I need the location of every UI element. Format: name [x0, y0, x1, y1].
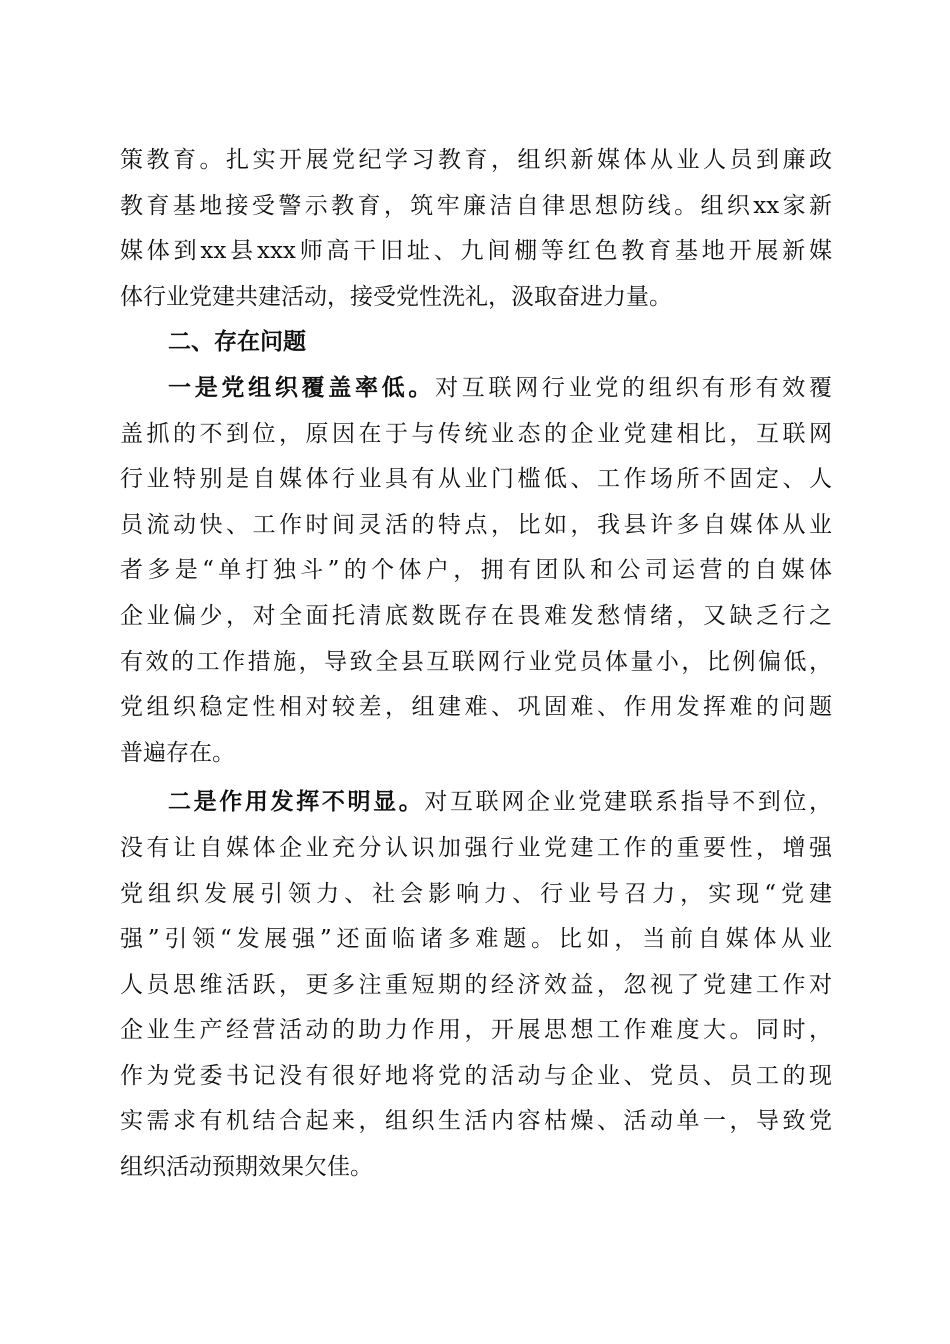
paragraph-first-line [120, 780, 832, 826]
text-line: 普遍存在。 [120, 739, 235, 766]
text-line: 有效的工作措施，导致全县互联网行业党员体量小，比例偏低， [120, 648, 832, 675]
text-line: 策教育。扎实开展党纪学习教育，组织新媒体从业人员到廉政 [120, 147, 832, 173]
paragraph-text: 对互联网企业党建联系指导不到位， [424, 789, 832, 816]
text-line: 实需求有机结合起来，组织生活内容枯燥、活动单一，导致党 [120, 1108, 832, 1135]
text-line: 组织活动预期效果欠佳。 [120, 1154, 373, 1181]
paragraph-role [120, 780, 832, 1190]
text-line: 党组织发展引领力、社会影响力、行业号召力，实现“党建 [120, 880, 832, 907]
paragraph-text: 对互联网行业党的组织有形有效覆 [435, 374, 832, 401]
paragraph-first-line [120, 366, 832, 412]
text-line: 媒体到xx县xxx师高干旧址、九间棚等红色教育基地开展新媒 [120, 238, 832, 265]
text-line: 教育基地接受警示教育，筑牢廉洁自律思想防线。组织xx家新 [120, 192, 832, 219]
text-line: 行业特别是自媒体行业具有从业门槛低、工作场所不固定、人 [120, 466, 832, 493]
text-line: 党组织稳定性相对较差，组建难、巩固难、作用发挥难的问题 [120, 694, 832, 721]
text-line: 没有让自媒体企业充分认识加强行业党建工作的重要性，增强 [120, 834, 832, 861]
text-line: 强”引领“发展强”还面临诸多难题。比如，当前自媒体从业 [120, 926, 832, 953]
text-line: 人员思维活跃，更多注重短期的经济效益，忽视了党建工作对 [120, 971, 832, 998]
document-body [120, 138, 832, 1191]
paragraph-coverage [120, 366, 832, 776]
intro-paragraph [120, 138, 832, 320]
paragraph-lead: 二是作用发挥不明显。 [168, 789, 425, 816]
text-line: 者多是“单打独斗”的个体户，拥有团队和公司运营的自媒体 [120, 557, 832, 584]
text-line: 作为党委书记没有很好地将党的活动与企业、党员、员工的现 [120, 1062, 832, 1089]
text-line: 企业偏少，对全面托清底数既存在畏难发愁情绪，又缺乏行之 [120, 602, 832, 629]
text-line: 企业生产经营活动的助力作用，开展思想工作难度大。同时， [120, 1017, 832, 1044]
section-heading: 二、存在问题 [168, 329, 306, 356]
text-line: 盖抓的不到位，原因在于与传统业态的企业党建相比，互联网 [120, 420, 832, 447]
paragraph-lead: 一是党组织覆盖率低。 [168, 374, 436, 401]
text-line: 体行业党建共建活动，接受党性洗礼，汲取奋进力量。 [120, 283, 672, 310]
text-line: 员流动快、工作时间灵活的特点，比如，我县许多自媒体从业 [120, 511, 832, 538]
